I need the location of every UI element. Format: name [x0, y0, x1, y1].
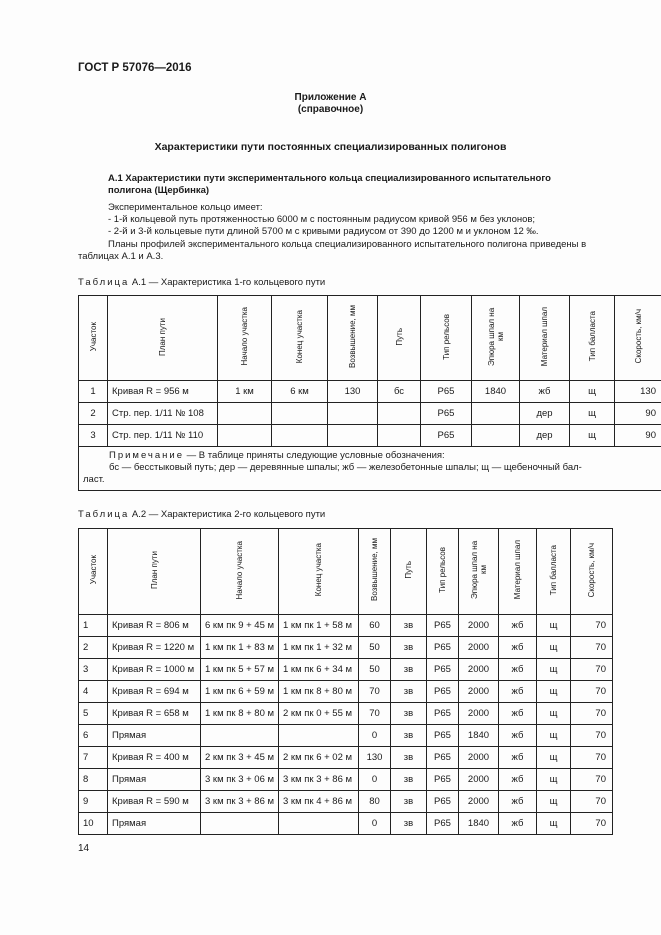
table-cell: 6 км пк 9 + 45 м: [201, 615, 279, 637]
table1-header-cell: Участок: [79, 296, 108, 381]
table-cell: Кривая R = 956 м: [108, 381, 218, 403]
table-cell: Прямая: [108, 725, 201, 747]
table1-note-label: Примечание: [109, 450, 184, 461]
table-cell: 2000: [459, 747, 499, 769]
table-cell: [272, 403, 328, 425]
table1-header-cell: План пути: [108, 296, 218, 381]
table-cell: 5: [79, 703, 108, 725]
table1-note-text: — В таблице приняты следующие условные обозначения:: [184, 450, 445, 461]
table-cell: 3: [79, 659, 108, 681]
table-cell: 70: [571, 813, 613, 835]
table-row: [79, 769, 613, 791]
table-cell: 0: [359, 813, 391, 835]
table-cell: зв: [391, 769, 427, 791]
table-cell: 2000: [459, 659, 499, 681]
table-cell: 2 км пк 3 + 45 м: [201, 747, 279, 769]
table-row: [79, 659, 613, 681]
table-cell: 0: [359, 769, 391, 791]
table-cell: Прямая: [108, 813, 201, 835]
table1-header-cell: Начало участка: [218, 296, 272, 381]
table-cell: Кривая R = 400 м: [108, 747, 201, 769]
table-cell: дер: [520, 403, 570, 425]
table-cell: зв: [391, 813, 427, 835]
table2-caption-prefix: Таблица: [78, 509, 130, 520]
table-cell: Кривая R = 694 м: [108, 681, 201, 703]
subsection-heading: [108, 173, 598, 197]
table-cell: [472, 403, 520, 425]
table1-header-cell: Тип балласта: [570, 296, 615, 381]
table-row: [79, 403, 661, 425]
table-cell: 70: [571, 769, 613, 791]
table-cell: 50: [359, 637, 391, 659]
body-paragraph: таблицах А.1 и А.3.: [78, 251, 164, 262]
table-cell: 3 км пк 3 + 06 м: [201, 769, 279, 791]
table-row: [79, 637, 613, 659]
table-row: [79, 725, 613, 747]
table-cell: Р65: [427, 769, 459, 791]
table-cell: Прямая: [108, 769, 201, 791]
table-cell: [201, 813, 279, 835]
table-cell: 2000: [459, 681, 499, 703]
table-cell: 2 км пк 6 + 02 м: [279, 747, 359, 769]
body-paragraph: Планы профилей экспериментального кольца специализированного испытательного полигона приведены в: [108, 239, 587, 250]
table-cell: 2000: [459, 637, 499, 659]
appendix-title: Приложение А: [294, 92, 367, 103]
table-cell: 130: [615, 381, 661, 403]
table-cell: 1 км пк 8 + 80 м: [201, 703, 279, 725]
table-cell: зв: [391, 725, 427, 747]
table2-header-cell: Конец участка: [279, 529, 359, 615]
table1-header-cell: Тип рельсов: [421, 296, 472, 381]
table1-note: [79, 447, 661, 491]
table1-header-cell: Возвышение, мм: [328, 296, 378, 381]
table2-header-cell: Эпюра шпал на км: [459, 529, 499, 615]
table1-caption: [78, 277, 325, 288]
table-cell: [378, 403, 421, 425]
table-cell: [279, 813, 359, 835]
table-cell: Р65: [427, 681, 459, 703]
table-cell: щ: [537, 615, 571, 637]
table-cell: 130: [359, 747, 391, 769]
table-cell: жб: [499, 681, 537, 703]
table-cell: зв: [391, 703, 427, 725]
table1-header-cell: Скорость, км/ч: [615, 296, 661, 381]
table1-caption-prefix: Таблица: [78, 277, 130, 288]
table-cell: 90: [615, 425, 661, 447]
table1-note-line: бс — бесстыковый путь; дер — деревянные шпалы; жб — железобетонные шпалы; щ — щебеночный бал-: [109, 462, 582, 473]
table-cell: 80: [359, 791, 391, 813]
table-cell: 70: [359, 703, 391, 725]
table1-header-row: [79, 296, 661, 381]
table1-note-line: [83, 450, 658, 462]
body-paragraph: - 1-й кольцевой путь протяженностью 6000 м с постоянным радиусом кривой 956 м без уклонов;: [108, 214, 536, 225]
table-cell: 70: [571, 659, 613, 681]
table-cell: жб: [499, 637, 537, 659]
body-paragraph: - 2-й и 3-й кольцевые пути длиной 5700 м с кривыми радиусом от 390 до 1200 м и уклоном 12 ‰.: [108, 226, 539, 237]
table-cell: [201, 725, 279, 747]
table-cell: 70: [571, 747, 613, 769]
table-cell: Р65: [427, 615, 459, 637]
table-cell: 1 км пк 6 + 34 м: [279, 659, 359, 681]
table-cell: щ: [537, 813, 571, 835]
table-cell: 3 км пк 4 + 86 м: [279, 791, 359, 813]
table-cell: 70: [571, 637, 613, 659]
table-cell: щ: [537, 659, 571, 681]
table-cell: щ: [570, 403, 615, 425]
page-number: 14: [78, 843, 90, 854]
table2-header-row: [79, 529, 613, 615]
table2-header-cell: Тип рельсов: [427, 529, 459, 615]
table-cell: 1840: [459, 813, 499, 835]
table-row: [79, 813, 613, 835]
table-cell: 1840: [472, 381, 520, 403]
table-cell: [328, 403, 378, 425]
table1-note-row: [79, 447, 661, 491]
table-cell: жб: [499, 791, 537, 813]
table-cell: Стр. пер. 1/11 № 108: [108, 403, 218, 425]
table2-caption: [78, 509, 325, 520]
table-cell: зв: [391, 681, 427, 703]
table-cell: Р65: [421, 403, 472, 425]
table-cell: 70: [571, 725, 613, 747]
table-cell: 2000: [459, 769, 499, 791]
table1-header-cell: Конец участка: [272, 296, 328, 381]
table-cell: щ: [537, 681, 571, 703]
table-cell: [218, 425, 272, 447]
table-cell: жб: [499, 769, 537, 791]
table-cell: щ: [537, 637, 571, 659]
table-cell: жб: [499, 659, 537, 681]
table-cell: [279, 725, 359, 747]
table2-header-cell: Начало участка: [201, 529, 279, 615]
table-cell: [218, 403, 272, 425]
table-cell: зв: [391, 615, 427, 637]
table-cell: Кривая R = 1220 м: [108, 637, 201, 659]
table-row: [79, 615, 613, 637]
table-cell: дер: [520, 425, 570, 447]
table2-caption-text: А.2 — Характеристика 2-го кольцевого пути: [131, 509, 326, 520]
table-cell: 8: [79, 769, 108, 791]
table-cell: Кривая R = 658 м: [108, 703, 201, 725]
table-cell: 3 км пк 3 + 86 м: [279, 769, 359, 791]
table-cell: 1 км пк 5 + 57 м: [201, 659, 279, 681]
table-cell: щ: [570, 425, 615, 447]
table-cell: зв: [391, 637, 427, 659]
table-cell: Кривая R = 590 м: [108, 791, 201, 813]
table-cell: Р65: [427, 659, 459, 681]
table-row: [79, 681, 613, 703]
table2-header-cell: Материал шпал: [499, 529, 537, 615]
table-cell: 4: [79, 681, 108, 703]
table-cell: Р65: [427, 637, 459, 659]
table1-header-cell: Эпюра шпал на км: [472, 296, 520, 381]
table-row: [79, 381, 661, 403]
table-cell: 6: [79, 725, 108, 747]
table-cell: зв: [391, 747, 427, 769]
table-cell: 1 км пк 1 + 32 м: [279, 637, 359, 659]
table-cell: 10: [79, 813, 108, 835]
table-cell: жб: [499, 747, 537, 769]
table-cell: Р65: [421, 425, 472, 447]
appendix-subtitle: (справочное): [297, 104, 364, 115]
table1-header-cell: Путь: [378, 296, 421, 381]
table-cell: Р65: [427, 813, 459, 835]
table-cell: 3: [79, 425, 108, 447]
table-cell: щ: [537, 769, 571, 791]
table-cell: Р65: [421, 381, 472, 403]
table-cell: 1: [79, 615, 108, 637]
table-cell: 1: [79, 381, 108, 403]
table-row: [79, 703, 613, 725]
table1-caption-text: А.1 — Характеристика 1-го кольцевого пути: [131, 277, 326, 288]
table2-header-cell: Участок: [79, 529, 108, 615]
section-title: Характеристики пути постоянных специализированных полигонов: [154, 141, 507, 153]
table-cell: жб: [499, 615, 537, 637]
table1: [78, 295, 661, 491]
table-cell: Р65: [427, 747, 459, 769]
table-cell: жб: [499, 703, 537, 725]
table2-header-cell: Скорость, км/ч: [571, 529, 613, 615]
table-cell: [378, 425, 421, 447]
table-cell: 2 км пк 0 + 55 м: [279, 703, 359, 725]
table-cell: 1 км: [218, 381, 272, 403]
table-cell: жб: [499, 725, 537, 747]
table-cell: щ: [537, 747, 571, 769]
table-cell: Р65: [427, 791, 459, 813]
table-cell: 70: [571, 681, 613, 703]
table-cell: 2000: [459, 703, 499, 725]
subsection-heading-line: полигона (Щербинка): [108, 185, 210, 196]
table-cell: зв: [391, 659, 427, 681]
table-cell: 90: [615, 403, 661, 425]
table-cell: бс: [378, 381, 421, 403]
table-cell: Кривая R = 806 м: [108, 615, 201, 637]
table-cell: [472, 425, 520, 447]
table1-note-line: ласт.: [83, 474, 105, 485]
table-cell: 0: [359, 725, 391, 747]
table-cell: 6 км: [272, 381, 328, 403]
table-cell: щ: [537, 703, 571, 725]
table2-header-cell: Путь: [391, 529, 427, 615]
table-row: [79, 791, 613, 813]
table-cell: зв: [391, 791, 427, 813]
table-cell: 7: [79, 747, 108, 769]
table-cell: щ: [537, 725, 571, 747]
table-cell: 1 км пк 8 + 80 м: [279, 681, 359, 703]
table-cell: Р65: [427, 725, 459, 747]
table-cell: [328, 425, 378, 447]
table-cell: 1 км пк 1 + 58 м: [279, 615, 359, 637]
table-cell: 70: [571, 791, 613, 813]
table-row: [79, 747, 613, 769]
table-cell: 60: [359, 615, 391, 637]
table2: [78, 528, 613, 835]
table-cell: 2000: [459, 791, 499, 813]
table2-header-cell: Тип балласта: [537, 529, 571, 615]
table-cell: 1 км пк 1 + 83 м: [201, 637, 279, 659]
table-cell: щ: [570, 381, 615, 403]
subsection-heading-line: А.1 Характеристики пути экспериментального кольца специализированного испытательного: [108, 173, 551, 184]
table-cell: 1 км пк 6 + 59 м: [201, 681, 279, 703]
table-cell: 9: [79, 791, 108, 813]
table-cell: 2: [79, 637, 108, 659]
table-cell: щ: [537, 791, 571, 813]
table-cell: 70: [571, 703, 613, 725]
table-cell: 2: [79, 403, 108, 425]
table-cell: Кривая R = 1000 м: [108, 659, 201, 681]
body-paragraph: Экспериментальное кольцо имеет:: [108, 202, 263, 213]
table-cell: 3 км пк 3 + 86 м: [201, 791, 279, 813]
table-row: [79, 425, 661, 447]
table-cell: жб: [520, 381, 570, 403]
table-cell: [272, 425, 328, 447]
table-cell: Р65: [427, 703, 459, 725]
table-cell: 1840: [459, 725, 499, 747]
table-cell: 70: [359, 681, 391, 703]
table-cell: Стр. пер. 1/11 № 110: [108, 425, 218, 447]
table-cell: 130: [328, 381, 378, 403]
table-cell: 2000: [459, 615, 499, 637]
table-cell: жб: [499, 813, 537, 835]
table1-header-cell: Материал шпал: [520, 296, 570, 381]
table-cell: 70: [571, 615, 613, 637]
table2-header-cell: Возвышение, мм: [359, 529, 391, 615]
document-code: ГОСТ Р 57076—2016: [78, 62, 192, 74]
table-cell: 50: [359, 659, 391, 681]
table2-header-cell: План пути: [108, 529, 201, 615]
